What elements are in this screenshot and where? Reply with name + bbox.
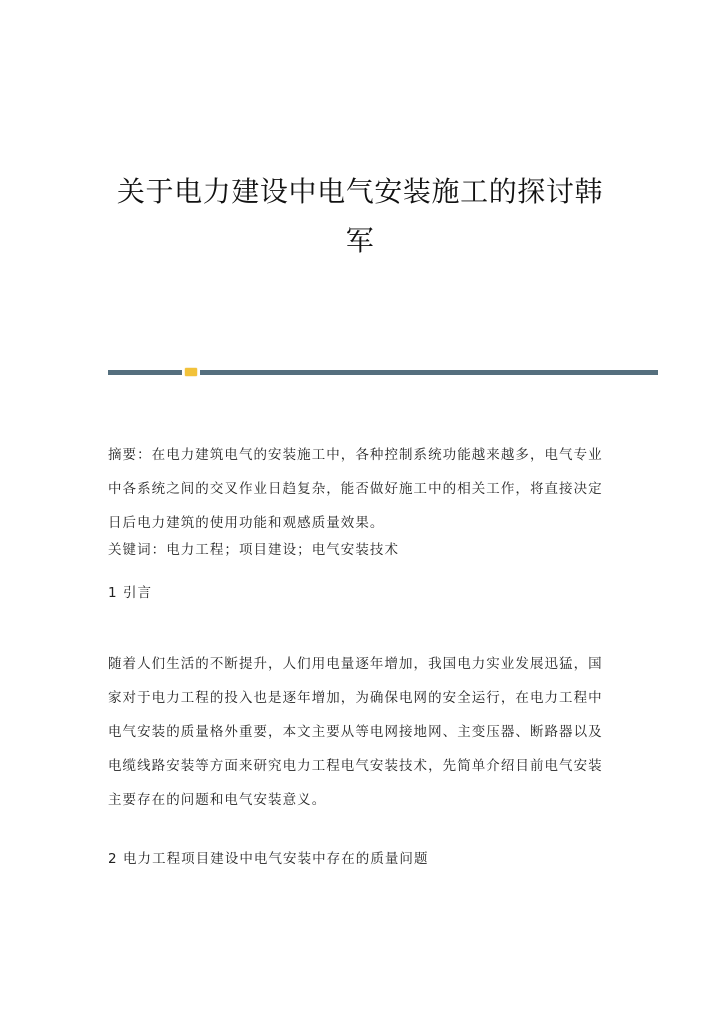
- paragraph-line: 电气安装的质量格外重要，本文主要从等电网接地网、主变压器、断路器以及: [108, 724, 603, 740]
- paragraph-line: 电缆线路安装等方面来研究电力工程电气安装技术，先简单介绍目前电气安装: [108, 758, 603, 774]
- title-line-1: 关于电力建设中电气安装施工的探讨韩: [116, 175, 604, 208]
- divider-right: [200, 370, 658, 375]
- section-2-heading: 2 电力工程项目建设中电气安装中存在的质量问题: [108, 851, 429, 867]
- abstract-line: 摘要：在电力建筑电气的安装施工中，各种控制系统功能越来越多，电气专业: [108, 447, 603, 463]
- section-1-heading: 1 引言: [108, 585, 153, 601]
- paragraph-line: 家对于电力工程的投入也是逐年增加，为确保电网的安全运行，在电力工程中: [108, 690, 603, 706]
- title-line-2: 军: [345, 224, 375, 257]
- divider-left: [108, 370, 182, 375]
- paragraph-line: 主要存在的问题和电气安装意义。: [108, 792, 327, 808]
- paragraph-line: 随着人们生活的不断提升，人们用电量逐年增加，我国电力实业发展迅猛，国: [108, 656, 603, 672]
- keywords: 关键词：电力工程；项目建设；电气安装技术: [108, 542, 399, 558]
- abstract-line: 中各系统之间的交叉作业日趋复杂，能否做好施工中的相关工作，将直接决定: [108, 481, 603, 497]
- abstract-line: 日后电力建筑的使用功能和观感质量效果。: [108, 515, 385, 531]
- divider-accent: [185, 368, 197, 376]
